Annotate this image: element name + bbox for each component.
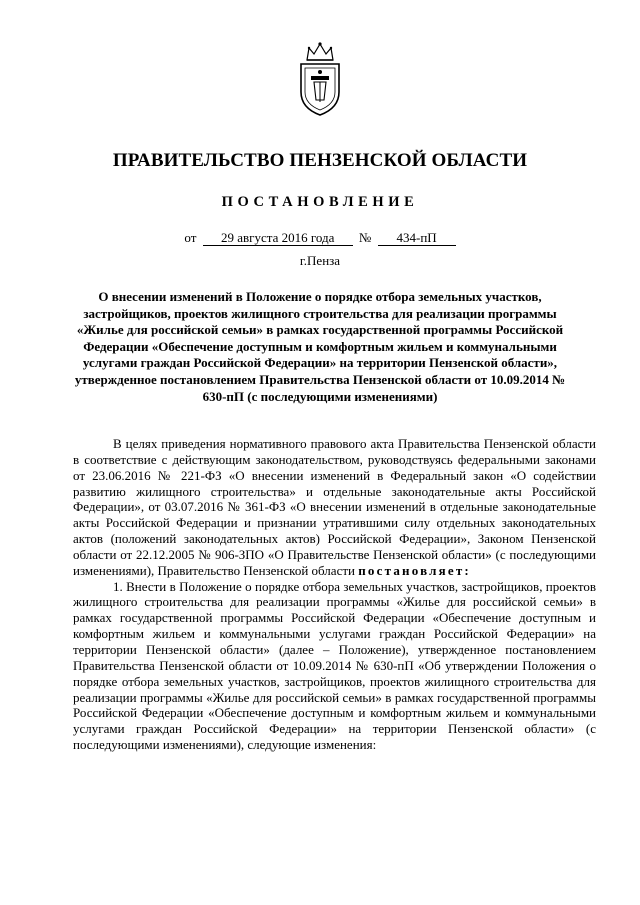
date-prefix: от [184, 230, 197, 245]
document-date: 29 августа 2016 года [203, 230, 353, 246]
number-prefix: № [358, 230, 372, 245]
document-type: ПОСТАНОВЛЕНИЕ [221, 194, 419, 210]
paragraph-item-1: 1. Внести в Положение о порядке отбора земельных участков, застройщиков, проектов жилищного строительства для реализации программы «Жилье для российской семьи» в рамках государственной программы Российской Федерации «Обеспечение доступным и комфортным жильем и коммунальными услугами граждан Российской Федерации» на территории Пензенской области» (далее – Положение), утвержденное постановлением Правительства Пензенской области от 10.09.2014 № 630-пП «Об утверждении Положения о порядке отбора земельных участков, застройщиков, проектов жилищного строительства для реализации программы «Жилье для российской семьи» в рамках государственной программы Российской Федерации «Обеспечение доступным и комфортным жильем и коммунальными услугами граждан Российской Федерации» на территории Пензенской области» (с последующими изменениями), следующие изменения: [73, 578, 596, 753]
document-subject: О внесении изменений в Положение о порядке отбора земельных участков, застройщиков, проектов жилищного строительства для реализации программы «Жилье для российской семьи» в рамках государственной программы Российской Федерации «Обеспечение доступным и комфортным жильем и коммунальными услугами граждан Российской Федерации» на территории Пензенской области», утвержденное постановлением Правительства Пензенской области от 10.09.2014 № 630-пП (с последующими изменениями) [74, 289, 566, 404]
document-number: 434-пП [378, 230, 456, 246]
document-body [73, 436, 596, 753]
paragraph-preamble [73, 436, 596, 579]
resolves-word: постановляет: [358, 562, 471, 578]
date-number-line [0, 230, 640, 246]
government-title: ПРАВИТЕЛЬСТВО ПЕНЗЕНСКОЙ ОБЛАСТИ [112, 150, 528, 171]
city: г.Пенза [299, 253, 341, 268]
preamble-text: В целях приведения нормативного правового акта Правительства Пензенской области в соответствие с действующим законодательством, руководствуясь федеральными законами от 23.06.2016 № 221-ФЗ «О внесении изменений в Федеральный закон «О содействии развитию жилищного строительства» и отдельные законодательные акты Российской Федерации», от 03.07.2016 № 361-ФЗ «О внесении изменений в отдельные законодательные акты Российской Федерации и признании утратившими силу отдельных законодательных актов (положений законодательных актов) Российской Федерации», Законом Пензенской области от 22.12.2005 № 906-ЗПО «О Правительстве Пензенской области» (с последующими изменениями), Правительство Пензенской области [73, 436, 596, 578]
coat-of-arms-icon [293, 40, 347, 118]
